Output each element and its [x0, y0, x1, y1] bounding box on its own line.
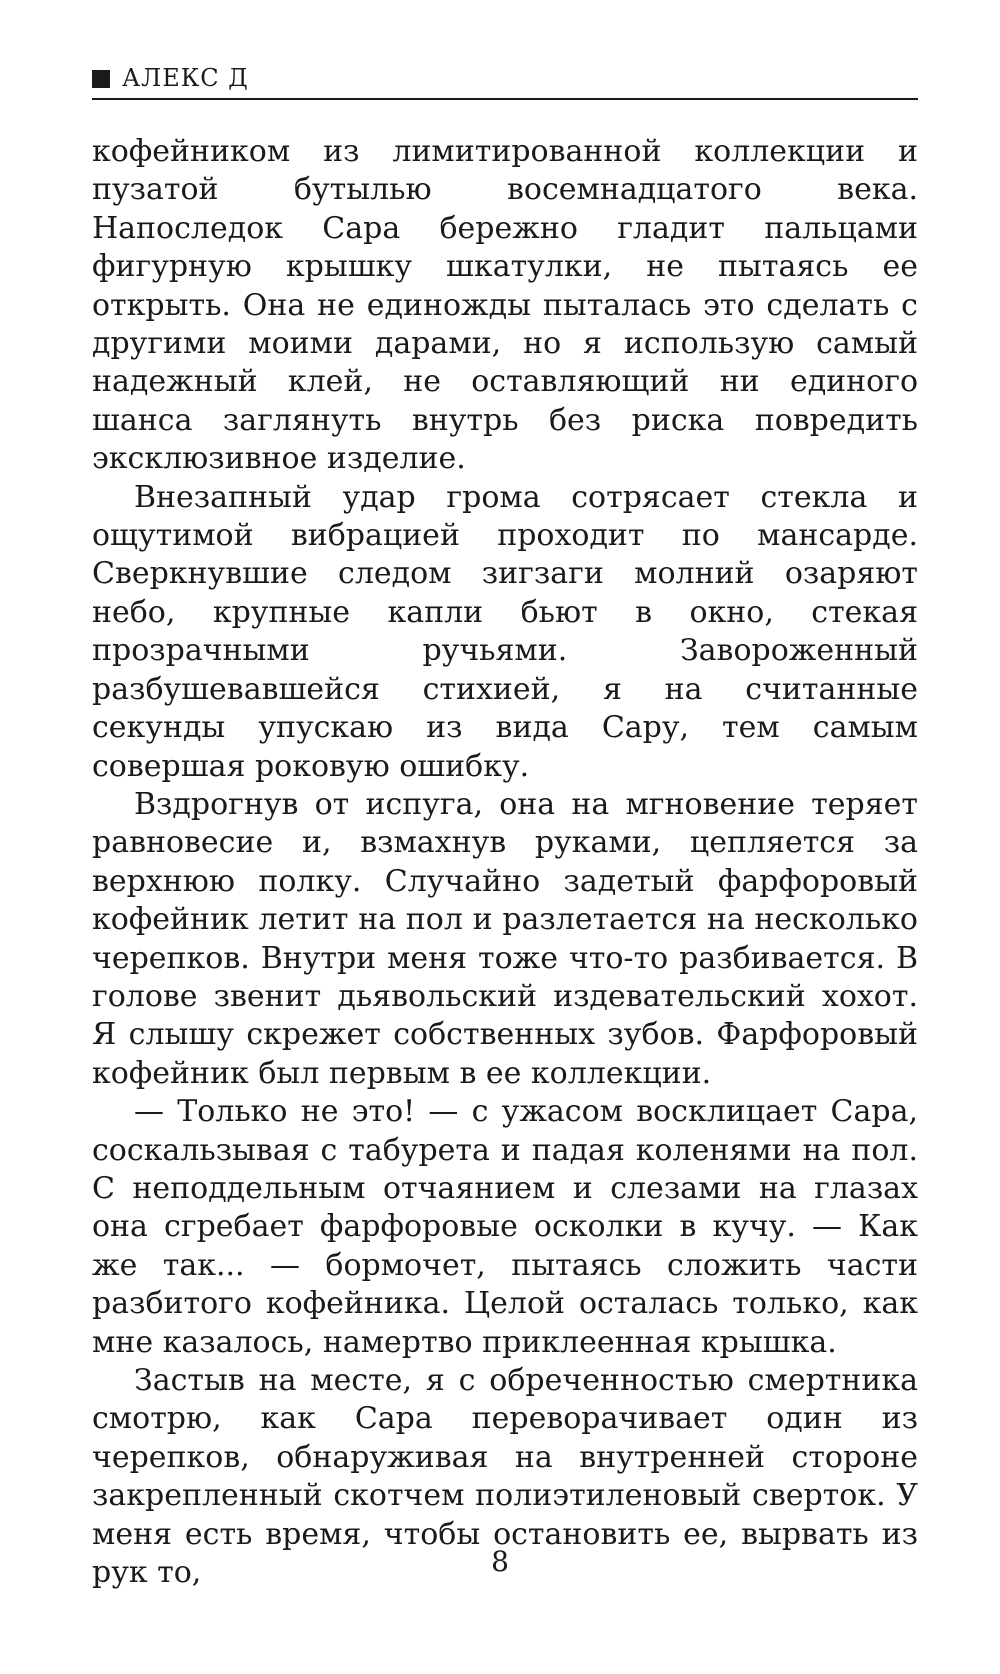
paragraph-bundle: Застыв на месте, я с обреченностью смертника смотрю, как Сара переворачивает один из черепков, обнаруживая на внутренней стороне закрепленный скотчем полиэтиленовый сверток. У меня есть время, чтобы остановить ее, вырвать из рук то, [92, 1363, 918, 1591]
paragraph-thunder: Внезапный удар грома сотрясает стекла и ощутимой вибрацией проходит по мансарде. Сверкнувшие следом зигзаги молний озаряют небо, крупные капли бьют в окно, стекая прозрачными ручьями. Завороженный разбушевавшейся стихией, я на считанные секунды упускаю из вида Сару, тем самым совершая роковую ошибку. [92, 479, 918, 784]
running-header [92, 62, 918, 100]
header-author: АЛЕКС Д [122, 64, 249, 92]
paragraph-dialogue: — Только не это! — с ужасом восклицает Сара, соскальзывая с табурета и падая коленями на пол. С неподдельным отчаянием и слезами на глазах она сгребает фарфоровые осколки в кучу. — Как же так... — бормочет, пытаясь сложить части разбитого кофейника. Целой осталась только, как мне казалось, намертво приклеенная крышка. [92, 1094, 918, 1360]
page-number: 8 [491, 1545, 509, 1578]
body-text [92, 133, 918, 1592]
paragraph-coffee-pot: Вздрогнув от испуга, она на мгновение теряет равновесие и, взмахнув руками, цепляется за верхнюю полку. Случайно задетый фарфоровый кофейник летит на пол и разлетается на несколько черепков. Внутри меня тоже что-то разбивается. В голове звенит дьявольский издевательский хохот. Я слышу скрежет собственных зубов. Фарфоровый кофейник был первым в ее коллекции. [92, 786, 918, 1091]
header-square-mark [92, 70, 110, 88]
paragraph-continuation: кофейником из лимитированной коллекции и пузатой бутылью восемнадцатого века. Напоследок Сара бережно гладит пальцами фигурную крышку шкатулки, не пытаясь ее открыть. Она не единожды пыталась это сделать с другими моими дарами, но я использую самый надежный клей, не оставляющий ни единого шанса заглянуть внутрь без риска повредить эксклюзивное изделие. [92, 134, 918, 477]
